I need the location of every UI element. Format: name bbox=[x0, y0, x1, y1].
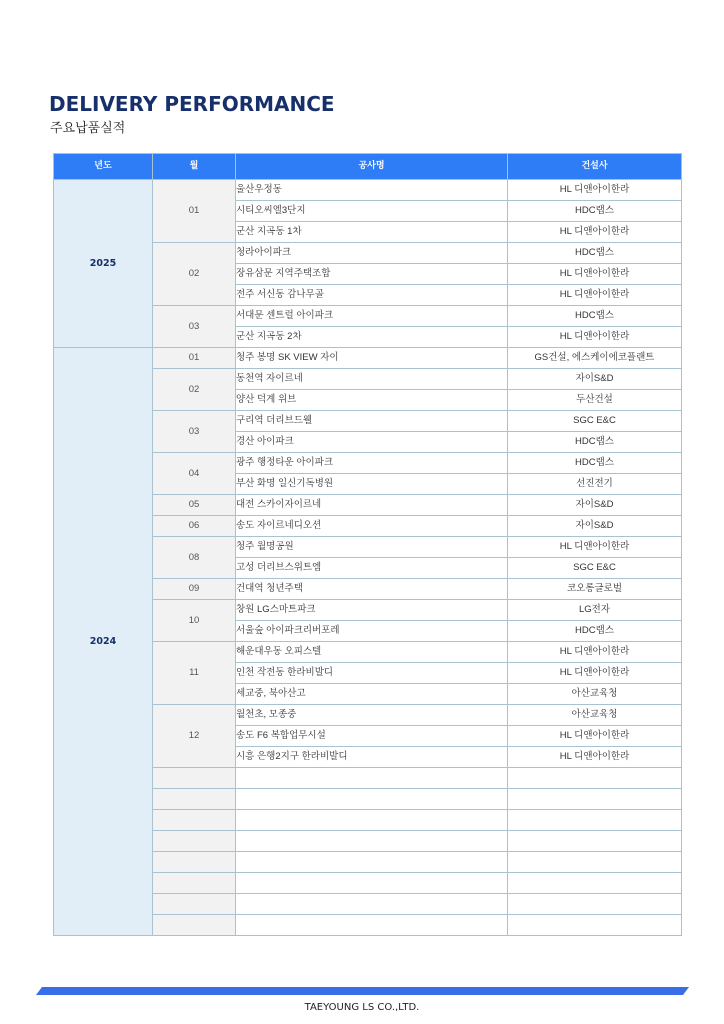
project-name-cell: 월천초, 모종중 bbox=[236, 705, 508, 726]
month-cell: 09 bbox=[153, 579, 236, 600]
month-cell-empty bbox=[153, 831, 236, 852]
project-name-cell bbox=[236, 810, 508, 831]
year-cell: 2024 bbox=[54, 348, 153, 936]
project-name-cell: 광주 행정타운 아이파크 bbox=[236, 453, 508, 474]
table-row bbox=[54, 348, 682, 369]
builder-cell: HL 디앤아이한라 bbox=[508, 285, 682, 306]
footer-company-name: TAEYOUNG LS CO.,LTD. bbox=[304, 1002, 420, 1013]
builder-cell: HDC랩스 bbox=[508, 621, 682, 642]
builder-cell: HDC랩스 bbox=[508, 306, 682, 327]
project-name-cell: 군산 지곡동 1차 bbox=[236, 222, 508, 243]
month-cell-empty bbox=[153, 873, 236, 894]
project-name-cell: 송도 자이르네디오션 bbox=[236, 516, 508, 537]
month-cell: 02 bbox=[153, 369, 236, 411]
builder-cell: 아산교육청 bbox=[508, 705, 682, 726]
month-cell-empty bbox=[153, 789, 236, 810]
builder-cell: 두산건설 bbox=[508, 390, 682, 411]
month-cell-empty bbox=[153, 810, 236, 831]
project-name-cell: 청주 봉명 SK VIEW 자이 bbox=[236, 348, 508, 369]
builder-cell: HL 디앤아이한라 bbox=[508, 726, 682, 747]
header-month: 월 bbox=[153, 154, 236, 180]
month-cell: 02 bbox=[153, 243, 236, 306]
table-body bbox=[54, 180, 682, 936]
project-name-cell: 세교중, 북아산고 bbox=[236, 684, 508, 705]
builder-cell: LG전자 bbox=[508, 600, 682, 621]
project-name-cell bbox=[236, 915, 508, 936]
builder-cell: HL 디앤아이한라 bbox=[508, 327, 682, 348]
project-name-cell: 건대역 청년주택 bbox=[236, 579, 508, 600]
project-name-cell: 인천 작전동 한라비발디 bbox=[236, 663, 508, 684]
month-cell: 04 bbox=[153, 453, 236, 495]
page-title: DELIVERY PERFORMANCE bbox=[49, 92, 335, 116]
project-name-cell bbox=[236, 873, 508, 894]
year-cell: 2025 bbox=[54, 180, 153, 348]
builder-cell: HL 디앤아이한라 bbox=[508, 537, 682, 558]
month-cell-empty bbox=[153, 768, 236, 789]
builder-cell: HL 디앤아이한라 bbox=[508, 264, 682, 285]
builder-cell: HL 디앤아이한라 bbox=[508, 663, 682, 684]
project-name-cell: 부산 화명 일신기독병원 bbox=[236, 474, 508, 495]
project-name-cell: 송도 F6 복합업무시설 bbox=[236, 726, 508, 747]
page-subtitle: 주요납품실적 bbox=[50, 121, 126, 136]
builder-cell bbox=[508, 852, 682, 873]
project-name-cell: 경산 아이파크 bbox=[236, 432, 508, 453]
month-cell: 01 bbox=[153, 348, 236, 369]
builder-cell: HL 디앤아이한라 bbox=[508, 180, 682, 201]
builder-cell: HDC랩스 bbox=[508, 432, 682, 453]
project-name-cell: 동천역 자이르네 bbox=[236, 369, 508, 390]
builder-cell: HDC랩스 bbox=[508, 243, 682, 264]
builder-cell bbox=[508, 894, 682, 915]
month-cell: 08 bbox=[153, 537, 236, 579]
month-cell-empty bbox=[153, 852, 236, 873]
footer-bar bbox=[36, 987, 689, 995]
builder-cell: 자이S&D bbox=[508, 495, 682, 516]
month-cell: 10 bbox=[153, 600, 236, 642]
builder-cell: SGC E&C bbox=[508, 411, 682, 432]
month-cell: 06 bbox=[153, 516, 236, 537]
project-name-cell: 구리역 더리브드웰 bbox=[236, 411, 508, 432]
project-name-cell: 군산 지곡동 2차 bbox=[236, 327, 508, 348]
project-name-cell: 고성 더리브스위트엠 bbox=[236, 558, 508, 579]
month-cell: 12 bbox=[153, 705, 236, 768]
project-name-cell: 전주 서신동 감나무골 bbox=[236, 285, 508, 306]
builder-cell: GS건설, 에스케이에코플랜트 bbox=[508, 348, 682, 369]
builder-cell: HL 디앤아이한라 bbox=[508, 747, 682, 768]
builder-cell: 코오롱글로벌 bbox=[508, 579, 682, 600]
project-name-cell: 울산우정동 bbox=[236, 180, 508, 201]
delivery-performance-table bbox=[53, 153, 682, 936]
month-cell: 03 bbox=[153, 411, 236, 453]
project-name-cell bbox=[236, 894, 508, 915]
project-name-cell: 서울숲 아이파크리버포레 bbox=[236, 621, 508, 642]
project-name-cell: 창원 LG스마트파크 bbox=[236, 600, 508, 621]
project-name-cell: 대전 스카이자이르네 bbox=[236, 495, 508, 516]
month-cell: 03 bbox=[153, 306, 236, 348]
builder-cell bbox=[508, 831, 682, 852]
builder-cell bbox=[508, 789, 682, 810]
project-name-cell: 양산 덕계 위브 bbox=[236, 390, 508, 411]
builder-cell: 아산교육청 bbox=[508, 684, 682, 705]
builder-cell bbox=[508, 915, 682, 936]
builder-cell: SGC E&C bbox=[508, 558, 682, 579]
builder-cell bbox=[508, 768, 682, 789]
month-cell-empty bbox=[153, 915, 236, 936]
builder-cell: HDC랩스 bbox=[508, 201, 682, 222]
builder-cell: HL 디앤아이한라 bbox=[508, 222, 682, 243]
builder-cell: 선진전기 bbox=[508, 474, 682, 495]
project-name-cell: 장유삼문 지역주택조합 bbox=[236, 264, 508, 285]
month-cell: 11 bbox=[153, 642, 236, 705]
header-builder: 건설사 bbox=[508, 154, 682, 180]
project-name-cell bbox=[236, 789, 508, 810]
project-name-cell bbox=[236, 768, 508, 789]
month-cell: 05 bbox=[153, 495, 236, 516]
table-header-row bbox=[54, 154, 682, 180]
month-cell: 01 bbox=[153, 180, 236, 243]
header-project: 공사명 bbox=[236, 154, 508, 180]
builder-cell bbox=[508, 810, 682, 831]
builder-cell: HL 디앤아이한라 bbox=[508, 642, 682, 663]
project-name-cell: 시흥 은행2지구 한라비발디 bbox=[236, 747, 508, 768]
builder-cell: HDC랩스 bbox=[508, 453, 682, 474]
builder-cell: 자이S&D bbox=[508, 369, 682, 390]
month-cell-empty bbox=[153, 894, 236, 915]
project-name-cell: 해운대우동 오피스텔 bbox=[236, 642, 508, 663]
builder-cell: 자이S&D bbox=[508, 516, 682, 537]
header-year: 년도 bbox=[54, 154, 153, 180]
project-name-cell bbox=[236, 852, 508, 873]
project-name-cell: 시티오씨엘3단지 bbox=[236, 201, 508, 222]
builder-cell bbox=[508, 873, 682, 894]
project-name-cell: 청주 월명공원 bbox=[236, 537, 508, 558]
table-row bbox=[54, 180, 682, 201]
project-name-cell: 청라아이파크 bbox=[236, 243, 508, 264]
project-name-cell bbox=[236, 831, 508, 852]
project-name-cell: 서대문 센트럴 아이파크 bbox=[236, 306, 508, 327]
